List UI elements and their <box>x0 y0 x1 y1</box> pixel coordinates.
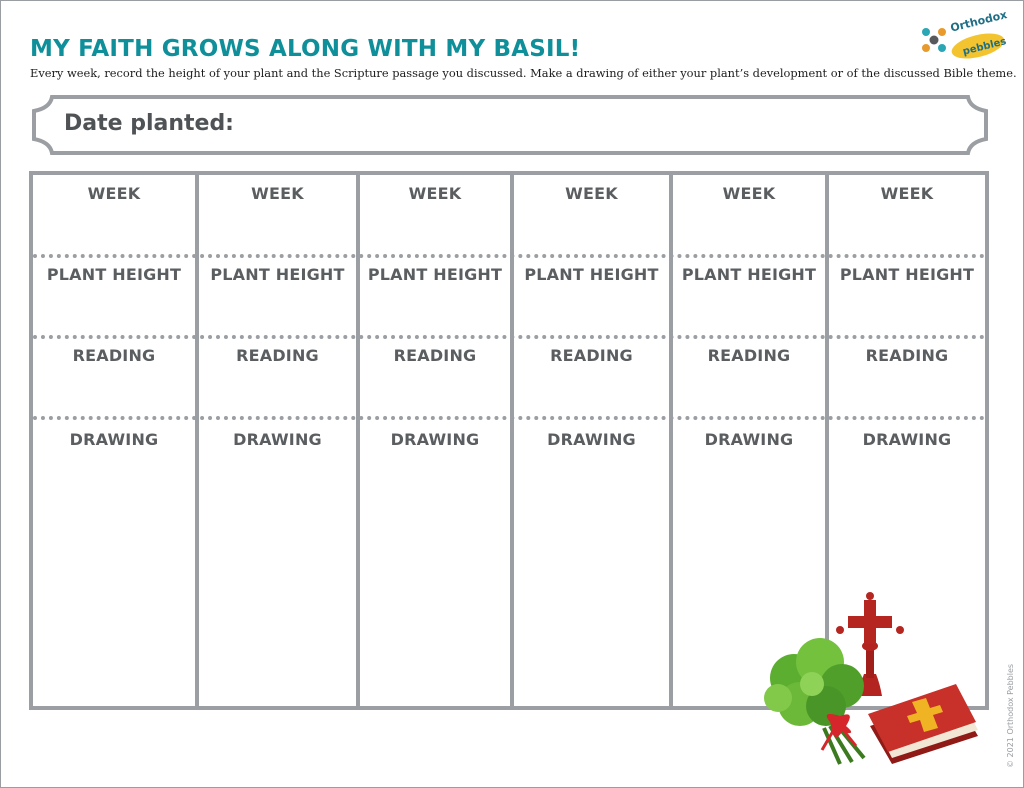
reading-label: READING <box>236 346 319 365</box>
week-column-3[interactable] <box>360 175 510 706</box>
orthodox-pebbles-logo <box>916 10 1010 66</box>
drawing-label: DRAWING <box>390 430 480 449</box>
drawing-label: DRAWING <box>233 430 322 449</box>
week-label: WEEK <box>251 184 304 203</box>
reading-label: READING <box>72 346 156 365</box>
logo-text-pebbles: pebbles <box>961 36 1008 58</box>
week-column-2[interactable] <box>199 175 356 706</box>
reading-label: READING <box>550 346 633 365</box>
plant-height-label: PLANT HEIGHT <box>524 265 659 284</box>
reading-label: READING <box>707 346 791 365</box>
week-label: WEEK <box>722 184 776 203</box>
reading-label: READING <box>865 346 949 365</box>
week-label: WEEK <box>87 184 141 203</box>
plant-height-label: PLANT HEIGHT <box>210 265 345 284</box>
page-instructions: Every week, record the height of your plant and the Scripture passage you discussed. Make a drawing of either your plant’s development or of the discussed Bible theme. <box>30 66 1017 80</box>
date-planted-label: Date planted: <box>64 111 234 136</box>
logo-text-orthodox: Orthodox <box>949 10 1009 35</box>
page-title: MY FAITH GROWS ALONG WITH MY BASIL! <box>30 36 581 62</box>
week-label: WEEK <box>408 184 462 203</box>
drawing-label: DRAWING <box>69 430 159 449</box>
plant-height-label: PLANT HEIGHT <box>46 265 182 284</box>
drawing-label: DRAWING <box>862 430 952 449</box>
drawing-label: DRAWING <box>704 430 794 449</box>
basil-bunch-icon <box>764 638 864 764</box>
date-planted-field[interactable] <box>30 94 990 156</box>
week-label: WEEK <box>880 184 934 203</box>
gospel-book-icon <box>868 684 978 764</box>
pebbles-logo-icon <box>916 10 1010 66</box>
reading-label: READING <box>393 346 477 365</box>
drawing-label: DRAWING <box>547 430 636 449</box>
copyright-notice: © 2021 Orthodox Pebbles <box>1006 663 1015 768</box>
plant-height-label: PLANT HEIGHT <box>681 265 817 284</box>
week-label: WEEK <box>565 184 618 203</box>
week-column-4[interactable] <box>514 175 669 706</box>
plant-height-label: PLANT HEIGHT <box>839 265 975 284</box>
week-column-1[interactable] <box>33 175 195 706</box>
plant-height-label: PLANT HEIGHT <box>367 265 503 284</box>
basil-cross-gospel-illustration <box>760 586 982 766</box>
